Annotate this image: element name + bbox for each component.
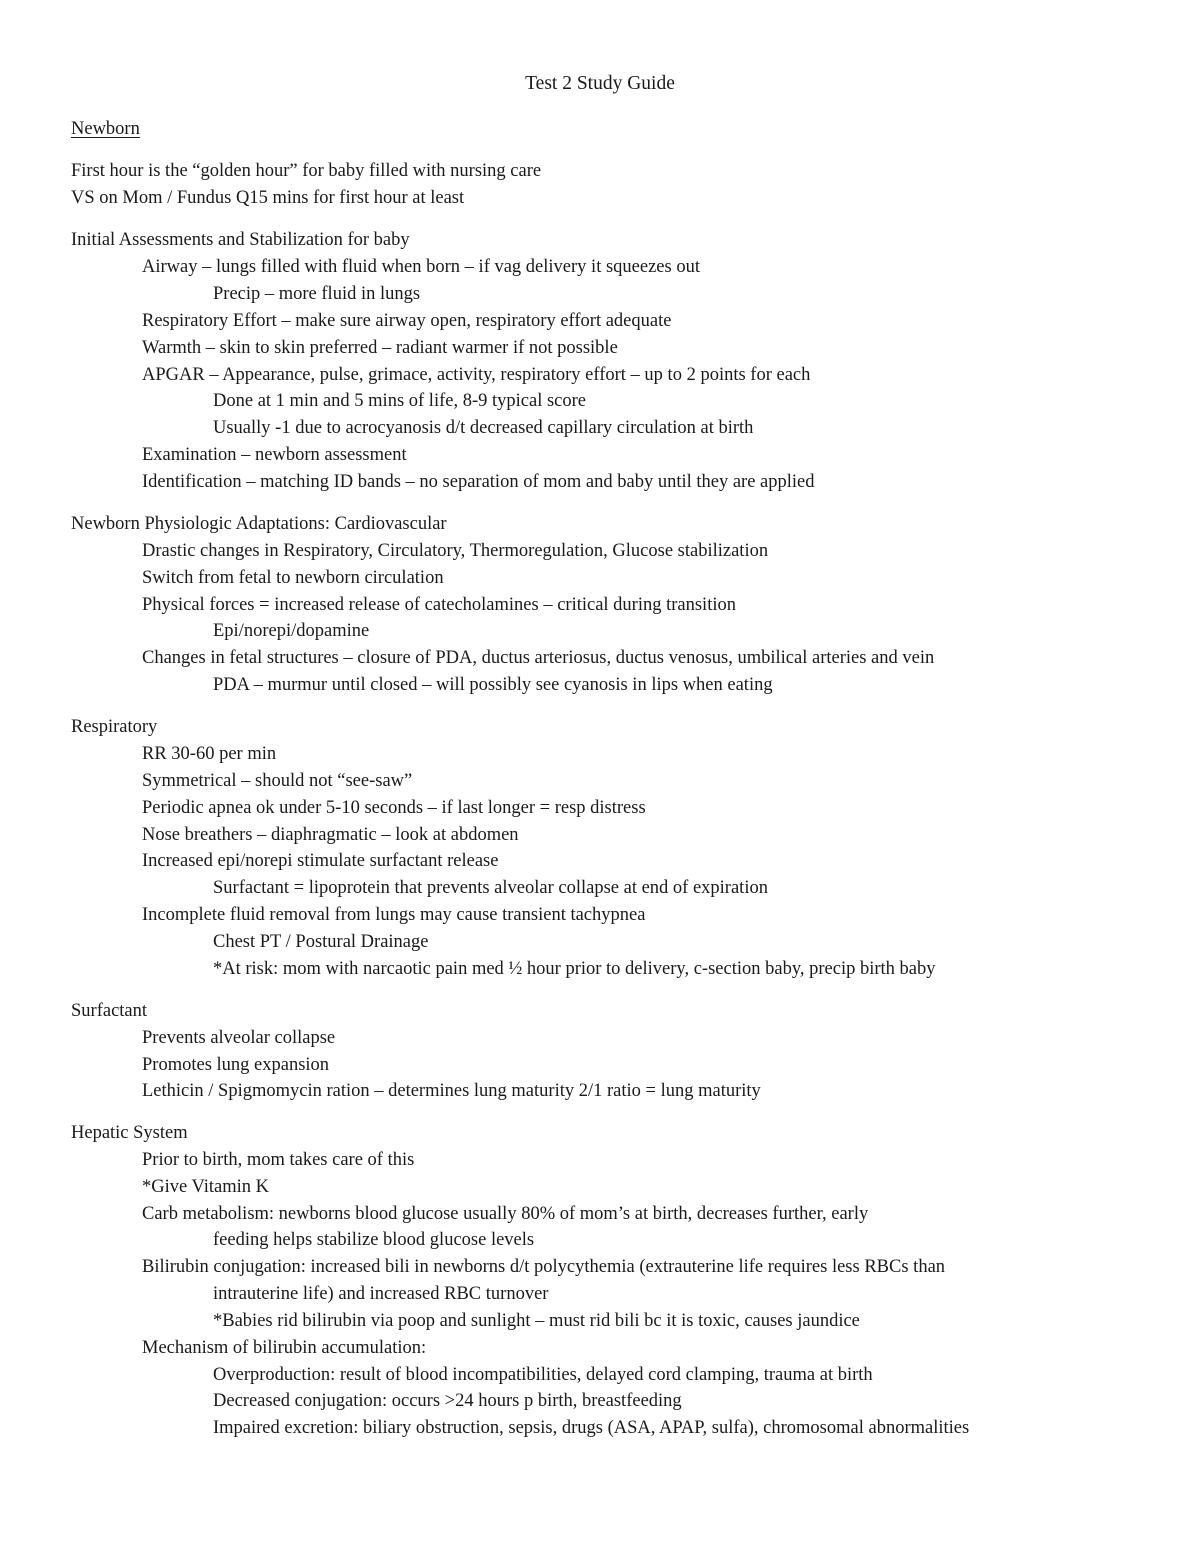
text-line: Examination – newborn assessment: [142, 445, 407, 465]
text-line: Epi/norepi/dopamine: [213, 621, 370, 641]
text-line: Increased epi/norepi stimulate surfactant release: [142, 851, 499, 871]
page-title: Test 2 Study Guide: [525, 73, 675, 94]
text-line: Chest PT / Postural Drainage: [213, 932, 429, 952]
section-heading: First hour is the “golden hour” for baby filled with nursing care: [71, 161, 542, 181]
text-line: Done at 1 min and 5 mins of life, 8-9 typical score: [213, 391, 586, 411]
text-line: Decreased conjugation: occurs >24 hours p birth, breastfeeding: [213, 1391, 682, 1411]
text-line: Surfactant = lipoprotein that prevents alveolar collapse at end of expiration: [213, 878, 768, 898]
text-line: Lethicin / Spigmomycin ration – determines lung maturity 2/1 ratio = lung maturity: [142, 1081, 761, 1101]
section-heading: Surfactant: [71, 1001, 148, 1021]
text-line: Promotes lung expansion: [142, 1055, 330, 1075]
text-line: feeding helps stabilize blood glucose levels: [213, 1230, 535, 1250]
text-line: Changes in fetal structures – closure of PDA, ductus arteriosus, ductus venosus, umbilical arteries and vein: [142, 648, 935, 668]
text-line: Prevents alveolar collapse: [142, 1028, 336, 1048]
section-heading: Respiratory: [71, 717, 158, 737]
text-line: Drastic changes in Respiratory, Circulatory, Thermoregulation, Glucose stabilization: [142, 541, 769, 561]
text-line: *At risk: mom with narcaotic pain med ½ hour prior to delivery, c-section baby, precip birth baby: [213, 959, 936, 979]
text-line: Prior to birth, mom takes care of this: [142, 1150, 415, 1170]
section-heading: Newborn: [71, 119, 140, 139]
text-line: *Babies rid bilirubin via poop and sunlight – must rid bili bc it is toxic, causes jaundice: [213, 1311, 860, 1331]
text-line: Airway – lungs filled with fluid when born – if vag delivery it squeezes out: [142, 257, 700, 277]
text-line: Carb metabolism: newborns blood glucose usually 80% of mom’s at birth, decreases further, early: [142, 1204, 869, 1224]
text-line: Periodic apnea ok under 5-10 seconds – if last longer = resp distress: [142, 798, 646, 818]
text-line: Warmth – skin to skin preferred – radiant warmer if not possible: [142, 338, 618, 358]
text-line: Symmetrical – should not “see-saw”: [142, 771, 413, 791]
text-line: Incomplete fluid removal from lungs may cause transient tachypnea: [142, 905, 646, 925]
text-line: Precip – more fluid in lungs: [213, 284, 421, 304]
text-line: Identification – matching ID bands – no separation of mom and baby until they are applied: [142, 472, 815, 492]
text-line: intrauterine life) and increased RBC turnover: [213, 1284, 549, 1304]
text-line: APGAR – Appearance, pulse, grimace, activity, respiratory effort – up to 2 points for each: [142, 365, 811, 385]
text-line: Impaired excretion: biliary obstruction, sepsis, drugs (ASA, APAP, sulfa), chromosomal abnormalities: [213, 1418, 970, 1438]
section-heading: Hepatic System: [71, 1123, 188, 1143]
text-line: Respiratory Effort – make sure airway open, respiratory effort adequate: [142, 311, 672, 331]
text-line: *Give Vitamin K: [142, 1177, 270, 1197]
section-heading: Newborn Physiologic Adaptations: Cardiovascular: [71, 514, 447, 534]
text-line: Bilirubin conjugation: increased bili in newborns d/t polycythemia (extrauterine life requires less RBCs than: [142, 1257, 946, 1277]
section-heading: Initial Assessments and Stabilization for baby: [71, 230, 410, 250]
section-heading: VS on Mom / Fundus Q15 mins for first hour at least: [71, 188, 465, 208]
text-line: PDA – murmur until closed – will possibly see cyanosis in lips when eating: [213, 675, 773, 695]
text-line: Overproduction: result of blood incompatibilities, delayed cord clamping, trauma at birth: [213, 1365, 873, 1385]
text-line: Physical forces = increased release of catecholamines – critical during transition: [142, 595, 736, 615]
text-line: RR 30-60 per min: [142, 744, 277, 764]
text-line: Usually -1 due to acrocyanosis d/t decreased capillary circulation at birth: [213, 418, 754, 438]
text-line: Nose breathers – diaphragmatic – look at abdomen: [142, 825, 519, 845]
text-line: Switch from fetal to newborn circulation: [142, 568, 444, 588]
text-line: Mechanism of bilirubin accumulation:: [142, 1338, 427, 1358]
